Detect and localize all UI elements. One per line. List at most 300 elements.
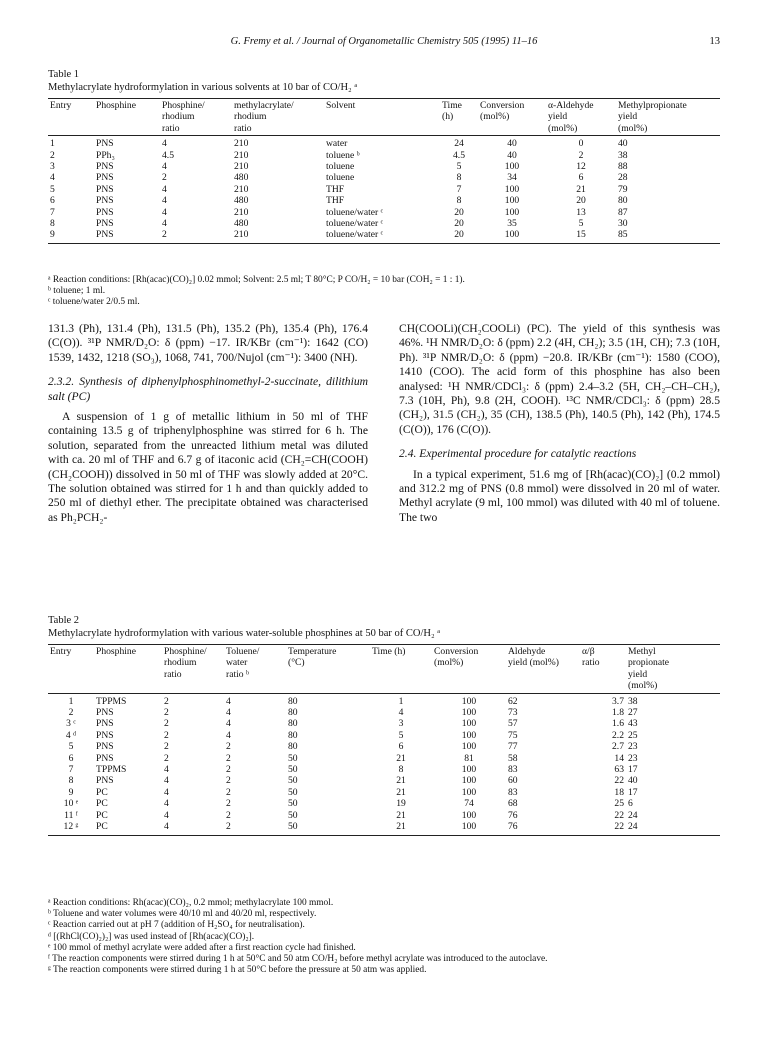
table-cell: 34 (507, 172, 517, 184)
table-cell: 480 (234, 195, 249, 207)
table-row (48, 229, 720, 243)
table-cell: 4 (226, 707, 231, 719)
footnote: ᵍ The reaction components were stirred during 1 h at 50°C before the pressure at 50 atm was applied. (48, 965, 427, 976)
table-cell: PNS (96, 161, 114, 173)
footnote: ᵈ [(RhCl(CO)₂)₂] was used instead of [Rh(acac)(CO)₂]. (48, 931, 255, 942)
table-cell: 80 (288, 729, 298, 741)
table-cell: 2 (68, 707, 74, 719)
header-line: (°C) (288, 657, 305, 669)
table-cell: 21 (576, 183, 586, 195)
table-cell: 2 (226, 809, 231, 821)
header-line: Time (h) (372, 646, 406, 657)
table-cell: PNS (96, 741, 114, 753)
table-cell: 4 (162, 183, 167, 195)
table-cell: water (326, 138, 348, 150)
table-cell: 1 (398, 695, 404, 707)
table-cell: 2 (50, 149, 55, 161)
header-line: ratio (164, 668, 182, 680)
table-cell: 2 (226, 786, 231, 798)
table-cell: 2 (226, 741, 231, 753)
table2-column-header (432, 645, 506, 694)
header-line: Toluene/ (226, 646, 260, 657)
table-cell: 2 (164, 741, 169, 753)
table-cell: 210 (234, 183, 249, 195)
table-cell: 9 (68, 786, 74, 798)
header-line: α-Aldehyde (548, 100, 594, 111)
table-cell: 50 (288, 764, 298, 776)
table-cell: 80 (288, 741, 298, 753)
table-cell: toluene/water ᶜ (324, 229, 440, 243)
nmr-data-continued: 131.3 (Ph), 131.4 (Ph), 131.5 (Ph), 135.2 (Ph), 135.4 (Ph), 176.4 (C(O)). ³¹P NMR/D₂O: δ (ppm) −17. IR/KBr (cm⁻¹): 1642 (CO) 1539, 1432, 1218 (SO₃), 1068, 741, 700/Nujol (cm⁻¹): 3400 (NH). (48, 322, 368, 364)
table1-column-header (94, 99, 160, 136)
table-cell: 3 ᶜ (66, 718, 76, 730)
header-line: Entry (50, 100, 72, 111)
table2-column-header (162, 645, 224, 694)
header-line: propionate (628, 657, 670, 669)
table-cell: 1 (50, 138, 55, 150)
header-line: (h) (442, 111, 454, 123)
footnote: ᵇ toluene; 1 ml. (48, 286, 106, 297)
table-cell: 80 (288, 707, 298, 719)
table-cell: 100 (461, 775, 477, 787)
table-cell: 480 (234, 172, 249, 184)
table-cell: THF (326, 195, 345, 207)
table-cell: PC (94, 821, 162, 835)
table2-label: Table 2 (48, 615, 80, 626)
table-cell: 25 (614, 798, 624, 810)
table-row (48, 775, 720, 786)
table-cell: 4.5 (453, 149, 465, 161)
table-cell: 100 (461, 695, 477, 707)
table-cell: 210 (234, 161, 249, 173)
table-cell: 5 (398, 729, 404, 741)
table-cell: 77 (508, 741, 518, 753)
table-cell: 4 (164, 809, 169, 821)
table-cell: 6 (628, 798, 633, 810)
table-cell: 7 (68, 764, 74, 776)
table-cell: 38 (618, 149, 628, 161)
table-cell: 2 (578, 149, 584, 161)
table-cell: 1.6 (612, 718, 624, 730)
table2-column-header (626, 645, 720, 694)
table1-label: Table 1 (48, 69, 80, 80)
table-cell: 3.7 (612, 695, 624, 707)
table-cell: 11 ᶠ (64, 809, 78, 821)
table-cell: 3 (50, 161, 55, 173)
table-cell: 100 (504, 195, 520, 207)
header-line: Time (442, 100, 462, 111)
table1-column-header (546, 99, 616, 136)
table-row (48, 693, 720, 707)
table-row (48, 730, 720, 741)
table2-column-header (224, 645, 286, 694)
table-cell: 50 (288, 786, 298, 798)
header-line: (mol%) (548, 122, 578, 134)
table-cell: 4 (226, 695, 231, 707)
table-cell: 100 (504, 206, 520, 218)
table-cell: 80 (618, 195, 628, 207)
table-cell: 5 (50, 183, 55, 195)
table-cell: 12 ᵍ (48, 821, 94, 835)
table1-column-header (324, 99, 440, 136)
table-cell: 27 (628, 707, 638, 719)
header-line: ratio (234, 122, 252, 134)
header-line: Methylpropionate (618, 100, 687, 111)
table-cell: 24 (626, 821, 720, 835)
table-cell: 57 (508, 718, 518, 730)
table-cell: PNS (96, 707, 114, 719)
table-cell: 2 (164, 752, 169, 764)
header-line: ratio ᵇ (226, 668, 249, 680)
table-row (48, 150, 720, 161)
table-cell: 83 (508, 764, 518, 776)
table-cell: 10 ᵉ (63, 798, 79, 810)
table-cell: PNS (96, 752, 114, 764)
table-cell: 8 (50, 218, 55, 230)
table-cell: 79 (618, 183, 628, 195)
table-cell: 20 (454, 218, 464, 230)
running-header (48, 36, 720, 52)
table-cell: 4 (162, 161, 167, 173)
table-cell: 100 (504, 161, 520, 173)
table-cell: 76 (508, 809, 518, 821)
table-cell: 68 (508, 798, 518, 810)
table-cell: 14 (614, 752, 624, 764)
table-cell: 2.7 (612, 741, 624, 753)
table-row (48, 798, 720, 809)
header-line: Phosphine/ (162, 100, 205, 111)
page-number: 13 (709, 36, 720, 47)
table1 (48, 98, 720, 244)
table-cell: 2 (224, 821, 286, 835)
footnote: ᵃ Reaction conditions: Rh(acac)(CO)₂, 0.2 mmol; methylacrylate 100 mmol. (48, 898, 334, 908)
left-column (48, 322, 368, 525)
header-line: ratio (162, 122, 180, 134)
table2-column-header (370, 645, 432, 694)
table1-column-header (478, 99, 546, 136)
table-cell: 2 (160, 229, 232, 243)
table-cell: 22 (614, 775, 624, 787)
table-cell: 4 (162, 138, 167, 150)
table-cell: 4 (226, 718, 231, 730)
header-line: (mol%) (480, 111, 510, 123)
header-line: rhodium (162, 111, 195, 123)
table1-column-header (48, 99, 94, 136)
header-line: Conversion (434, 646, 479, 657)
header-line: Solvent (326, 100, 356, 111)
table-cell: PNS (96, 172, 114, 184)
table-cell: 4 (162, 218, 167, 230)
footnote: ᶜ toluene/water 2/0.5 ml. (48, 297, 140, 308)
table-cell: 85 (616, 229, 720, 243)
table-cell: PPh₃ (96, 149, 115, 161)
table-cell: 2 (164, 707, 169, 719)
table-cell: toluene (326, 161, 355, 173)
table-cell: 210 (232, 229, 324, 243)
table-cell: 100 (478, 229, 546, 243)
table-cell: 50 (288, 798, 298, 810)
header-line: α/β (582, 646, 595, 657)
table-cell: 60 (508, 775, 518, 787)
table-cell: 19 (396, 798, 406, 810)
header-line: Entry (50, 646, 72, 657)
table-cell: 74 (464, 798, 474, 810)
table-cell: PNS (96, 775, 114, 787)
table-cell: 83 (508, 786, 518, 798)
table-cell: 210 (234, 149, 249, 161)
header-line: yield (mol%) (508, 657, 559, 669)
table-row (48, 161, 720, 172)
table-cell: 100 (461, 809, 477, 821)
procedure-paragraph: In a typical experiment, 51.6 mg of [Rh(acac)(CO)₂] (0.2 mmol) and 312.2 mg of PNS (0.8 mmol) were dissolved in 20 ml of water. Methyl acrylate (9 ml, 100 mmol) was diluted with 40 ml of toluene. The two (399, 467, 720, 524)
table-cell: 4.5 (162, 149, 174, 161)
table-cell: 480 (234, 218, 249, 230)
table1-column-header (160, 99, 232, 136)
table-cell: 7 (50, 206, 55, 218)
table-cell: 6 (398, 741, 404, 753)
table-row (48, 810, 720, 821)
table-cell: 210 (234, 138, 249, 150)
table-row (48, 218, 720, 229)
table-cell: 1 (68, 695, 74, 707)
table-cell: 5 (578, 218, 584, 230)
table1-column-header (440, 99, 478, 136)
table-cell: 8 (456, 195, 462, 207)
table-cell: 40 (618, 138, 628, 150)
table-cell: 2 (164, 695, 169, 707)
table-cell: 6 (68, 752, 74, 764)
section-heading-232: 2.3.2. Synthesis of diphenylphosphinomethyl-2-succinate, dilithium salt (PC) (48, 375, 368, 403)
table-cell: 6 (50, 195, 55, 207)
table-cell: 13 (576, 206, 586, 218)
table2-header-row (48, 645, 720, 694)
table-cell: PNS (94, 229, 160, 243)
table-cell: PC (96, 786, 108, 798)
table-cell: PNS (96, 729, 114, 741)
table-cell: 18 (614, 786, 624, 798)
table-cell: 100 (504, 183, 520, 195)
table-cell: 0 (578, 138, 584, 150)
table-cell: 4 (164, 775, 169, 787)
table-row (48, 195, 720, 206)
table-cell: 4 (50, 172, 55, 184)
table-cell: 40 (507, 138, 517, 150)
table-cell: 100 (461, 718, 477, 730)
table-cell: 100 (432, 821, 506, 835)
footnote: ᶠ The reaction components were stirred during 1 h at 50°C and 50 atm CO/H₂ before methyl acrylate was introduced to the autoclave. (48, 954, 548, 965)
table-cell: 23 (628, 741, 638, 753)
table-cell: 17 (628, 764, 638, 776)
table-cell: 2.2 (612, 729, 624, 741)
table-cell: 80 (288, 718, 298, 730)
table1-column-header (616, 99, 720, 136)
header-line: (mol%) (434, 657, 464, 669)
table-cell: 15 (546, 229, 616, 243)
header-line: rhodium (234, 111, 267, 123)
table-cell: 17 (628, 786, 638, 798)
table-cell: 22 (614, 809, 624, 821)
table-row (48, 707, 720, 718)
table-cell: THF (326, 183, 345, 195)
table-cell: 6 (578, 172, 584, 184)
table-cell: PNS (96, 138, 114, 150)
table-cell: PNS (96, 206, 114, 218)
table-cell: 100 (461, 729, 477, 741)
header-line: yield (618, 111, 638, 123)
table-cell: toluene (326, 172, 355, 184)
table-cell: 20 (440, 229, 478, 243)
journal-citation: G. Fremy et al. / Journal of Organometallic Chemistry 505 (1995) 11–16 (230, 36, 538, 47)
table1-footnotes (48, 275, 720, 309)
table-cell: PNS (96, 718, 114, 730)
table-cell: 50 (288, 809, 298, 821)
table-cell: 4 (164, 786, 169, 798)
table-row (48, 787, 720, 798)
characterisation-paragraph: CH(COOLi)(CH₂COOLi) (PC). The yield of this synthesis was 46%. ¹H NMR/D₂O: δ (ppm) 2.2 (4H, CH₂); 3.5 (1H, CH); 7.3 (10H, Ph). ³¹P NMR/D₂O: δ (ppm) −20.8. IR/KBr (cm⁻¹): 1580 (COO), 1410 (COO). The acid form of this phosphine has also been analysed: ¹H NMR/CDCl₃: δ (ppm) 2.4–3.2 (5H, CH₂–CH–CH₂), 7.3 (10H, Ph), 9.8 (2H, COOH). ¹³C NMR/CDCl₃: δ (ppm) 28.5 (CH₂), 31.5 (CH₂), 35 (CH), 138.5 (Ph), 140.5 (Ph), 142 (Ph), 174.5 (C(O)), 176 (C(O)). (399, 322, 720, 436)
table-cell: 23 (628, 752, 638, 764)
synthesis-paragraph: A suspension of 1 g of metallic lithium in 50 ml of THF containing 13.5 g of triphenylphosphine was stirred for 6 h. The solution, separated from the unreacted lithium metal was diluted with ca. 20 ml of THF and 6.7 g of itaconic acid (CH₂=CH(COOH)(CH₂COOH)) dissolved in 50 ml of THF was slowly added at 20°C. The solution obtained was stirred for 1 h and than quickly added to 250 ml of diethyl ether. The precipitate obtained was characterised as Ph₂PCH₂- (48, 410, 368, 524)
table-cell: 4 (162, 821, 224, 835)
table-cell: 2 (226, 764, 231, 776)
header-line: yield (628, 668, 648, 680)
table-row (48, 207, 720, 218)
table-cell: 81 (464, 752, 474, 764)
table-cell: 75 (508, 729, 518, 741)
table2 (48, 644, 720, 836)
table2-column-header (506, 645, 580, 694)
table-cell: 8 (456, 172, 462, 184)
table-cell: 38 (628, 695, 638, 707)
table-cell: 21 (370, 821, 432, 835)
table-cell: 58 (508, 752, 518, 764)
header-line: ratio (582, 657, 600, 669)
table-cell: 87 (618, 206, 628, 218)
table2-caption: Methylacrylate hydroformylation with various water-soluble phosphines at 50 bar of CO/H₂ ᵃ (48, 628, 441, 639)
table-cell: 30 (618, 218, 628, 230)
table2-body (48, 693, 720, 835)
table-row (48, 184, 720, 195)
table-row (48, 172, 720, 183)
table-cell: 7 (456, 183, 462, 195)
table-cell: 100 (461, 786, 477, 798)
footnote: ᶜ Reaction carried out at pH 7 (addition of H₂SO₄ for neutralisation). (48, 920, 305, 931)
header-line: (mol%) (618, 122, 648, 134)
table-cell: 50 (288, 752, 298, 764)
table-cell: 35 (507, 218, 517, 230)
table-cell: PNS (96, 183, 114, 195)
table-cell: 100 (461, 707, 477, 719)
table-cell: 4 (226, 729, 231, 741)
table-cell: PNS (96, 218, 114, 230)
section-heading-24: 2.4. Experimental procedure for catalytic reactions (399, 447, 637, 461)
header-line: Phosphine/ (164, 646, 207, 657)
header-line: Aldehyde (508, 646, 546, 657)
right-column (399, 322, 720, 525)
table-cell: 50 (286, 821, 370, 835)
table-cell: 24 (628, 809, 638, 821)
table-cell: 3 (398, 718, 404, 730)
table-cell: 2 (226, 775, 231, 787)
table-cell: 28 (618, 172, 628, 184)
header-line: Conversion (480, 100, 525, 111)
table-cell: 8 (398, 764, 404, 776)
header-line: Phosphine (96, 646, 136, 657)
table-cell: 21 (396, 809, 406, 821)
table-cell: 4 (398, 707, 404, 719)
table-cell: toluene ᵇ (326, 149, 360, 161)
table-cell: 40 (507, 149, 517, 161)
table-cell: 100 (461, 764, 477, 776)
table-cell: 4 (162, 195, 167, 207)
table-cell: 5 (456, 161, 462, 173)
table-row (48, 718, 720, 729)
table-cell: PC (96, 809, 108, 821)
table-row (48, 753, 720, 764)
footnote: ᵇ Toluene and water volumes were 40/10 ml and 40/20 ml, respectively. (48, 909, 317, 920)
table-cell: 40 (628, 775, 638, 787)
footnote: ᵉ 100 mmol of methyl acrylate were added after a first reaction cycle had finished. (48, 942, 356, 953)
header-line: Phosphine (96, 100, 136, 111)
header-line: yield (548, 111, 568, 123)
table-cell: 24 (454, 138, 464, 150)
table-cell: TPPMS (96, 695, 127, 707)
table-cell: 9 (48, 229, 94, 243)
table-row (48, 136, 720, 150)
footnote: ᵃ Reaction conditions: [Rh(acac)(CO)₂] 0.02 mmol; Solvent: 2.5 ml; T 80°C; P CO/H₂ = 10 bar (COH₂ = 1 : 1). (48, 275, 465, 285)
table-cell: 21 (396, 752, 406, 764)
table-cell: TPPMS (96, 764, 127, 776)
table-cell: 22 (580, 821, 626, 835)
table-cell: 20 (576, 195, 586, 207)
table-cell: toluene/water ᶜ (326, 206, 384, 218)
table2-footnotes (48, 898, 720, 976)
table-row (48, 764, 720, 775)
header-line: methylacrylate/ (234, 100, 294, 111)
table-cell: PC (96, 798, 108, 810)
table-cell: 4 (164, 798, 169, 810)
table1-header-row (48, 99, 720, 136)
table2-column-header (580, 645, 626, 694)
table-cell: 4 ᵈ (65, 729, 77, 741)
table-cell: 20 (454, 206, 464, 218)
header-line: rhodium (164, 657, 197, 669)
table-cell: 88 (618, 161, 628, 173)
table-cell: 63 (614, 764, 624, 776)
table-cell: 12 (576, 161, 586, 173)
table2-column-header (48, 645, 94, 694)
table-cell: 100 (461, 741, 477, 753)
table1-body (48, 136, 720, 244)
table-cell: 73 (508, 707, 518, 719)
table-cell: PNS (96, 195, 114, 207)
table-cell: 62 (508, 695, 518, 707)
table-cell: 1.8 (612, 707, 624, 719)
table-cell: toluene/water ᶜ (326, 218, 384, 230)
table-cell: 4 (162, 206, 167, 218)
table2-column-header (94, 645, 162, 694)
header-line: water (226, 657, 248, 669)
table-cell: 2 (164, 718, 169, 730)
table-cell: 43 (628, 718, 638, 730)
header-line: Methyl (628, 646, 656, 657)
table-cell: 2 (226, 752, 231, 764)
table-cell: 2 (162, 172, 167, 184)
table-cell: 2 (164, 729, 169, 741)
table-cell: 25 (628, 729, 638, 741)
table-cell: 8 (68, 775, 74, 787)
table-cell: 210 (234, 206, 249, 218)
table-row (48, 821, 720, 835)
